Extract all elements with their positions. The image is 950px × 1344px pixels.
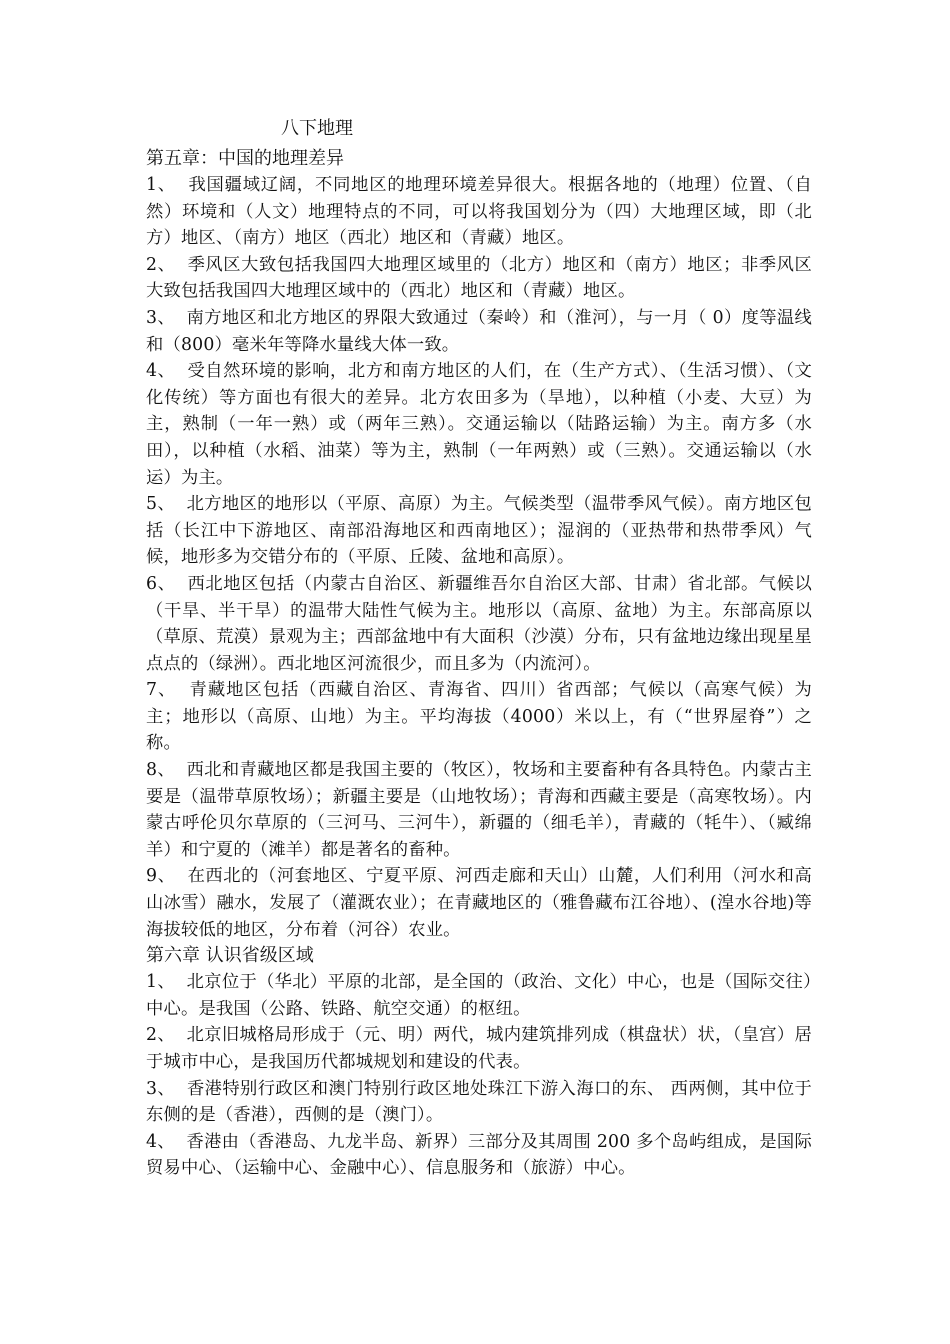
chapter-5-item-2 bbox=[146, 252, 812, 305]
item-number: 2、 bbox=[146, 1025, 175, 1046]
item-text: 北京位于（华北）平原的北部，是全国的（政治、文化）中心，也是（国际交往）中心。是我国（公路、铁路、航空交通）的枢纽。 bbox=[146, 972, 812, 1019]
item-number: 6、 bbox=[146, 573, 176, 594]
item-text: 南方地区和北方地区的界限大致通过（秦岭）和（淮河），与一月（ 0）度等温线和（800）毫米年等降水量线大体一致。 bbox=[146, 307, 812, 355]
chapter-6-item-3 bbox=[146, 1076, 812, 1129]
item-text: 北京旧城格局形成于（元、明）两代，城内建筑排列成（棋盘状）状，（皇宫）居于城市中心，是我国历代都城规划和建设的代表。 bbox=[146, 1025, 812, 1072]
chapter-6-item-1 bbox=[146, 969, 812, 1022]
item-text: 在西北的（河套地区、宁夏平原、河西走廊和天山）山麓，人们利用（河水和高山冰雪）融水，发展了（灌溉农业）；在青藏地区的（雅鲁藏布江谷地）、(湟水谷地)等海拔较低的地区，分布着（河谷）农业。 bbox=[146, 866, 812, 940]
item-text: 青藏地区包括（西藏自治区、青海省、四川）省西部；气候以（高寒气候）为主；地形以（高原、山地）为主。平均海拔（4000）米以上，有（“世界屋脊”）之称。 bbox=[146, 680, 812, 754]
item-number: 5、 bbox=[146, 494, 175, 515]
document-title: 八下地理 bbox=[281, 118, 353, 139]
item-number: 1、 bbox=[146, 972, 175, 993]
chapter-5-item-4 bbox=[146, 358, 812, 491]
item-text: 受自然环境的影响，北方和南方地区的人们，在（生产方式）、（生活习惯）、（文化传统）等方面也有很大的差异。北方农田多为（旱地），以种植（小麦、大豆）为主，熟制（一年一熟）或（两年三熟）。交通运输以（陆路运输）为主。南方多（水田），以种植（水稻、油菜）等为主，熟制（一年两熟）或（三熟）。交通运输以（水运）为主。 bbox=[146, 361, 813, 488]
item-number: 2、 bbox=[146, 254, 176, 275]
item-number: 4、 bbox=[146, 361, 176, 382]
chapter-5-item-5 bbox=[146, 491, 812, 571]
item-number: 3、 bbox=[146, 307, 175, 328]
chapter-5-item-8 bbox=[146, 757, 812, 863]
chapter-6-item-2 bbox=[146, 1022, 812, 1075]
item-text: 北方地区的地形以（平原、高原）为主。气候类型（温带季风气候）。南方地区包括（长江中下游地区、南部沿海地区和西南地区）；湿润的（亚热带和热带季风）气候，地形多为交错分布的（平原、丘陵、盆地和高原）。 bbox=[146, 494, 812, 568]
chapter-6-item-4 bbox=[146, 1129, 812, 1182]
item-number: 3、 bbox=[146, 1078, 176, 1099]
chapter-5-item-6 bbox=[146, 571, 812, 677]
chapter-5-item-9 bbox=[146, 863, 812, 943]
chapter-6-heading: 第六章 认识省级区域 bbox=[146, 945, 314, 967]
item-text: 香港由（香港岛、九龙半岛、新界）三部分及其周围 200 多个岛屿组成，是国际贸易中心、（运输中心、金融中心）、信息服务和（旅游）中心。 bbox=[146, 1131, 812, 1179]
item-text: 季风区大致包括我国四大地理区域里的（北方）地区和（南方）地区；非季风区大致包括我国四大地理区域中的（西北）地区和（青藏）地区。 bbox=[146, 254, 812, 302]
item-number: 7、 bbox=[146, 680, 177, 701]
item-number: 4、 bbox=[146, 1131, 175, 1152]
chapter-5-item-7 bbox=[146, 677, 812, 757]
item-number: 9、 bbox=[146, 866, 176, 887]
item-text: 西北地区包括（内蒙古自治区、新疆维吾尔自治区大部、甘肃）省北部。气候以（干旱、半干旱）的温带大陆性气候为主。地形以（高原、盆地）为主。东部高原以（草原、荒漠）景观为主；西部盆地中有大面积（沙漠）分布，只有盆地边缘出现星星点点的（绿洲）。西北地区河流很少，而且多为（内流河）。 bbox=[146, 573, 812, 674]
item-text: 香港特别行政区和澳门特别行政区地处珠江下游入海口的东、 西两侧，其中位于东侧的是（香港），西侧的是（澳门）。 bbox=[146, 1078, 812, 1126]
item-text: 我国疆域辽阔，不同地区的地理环境差异很大。根据各地的（地理）位置、（自然）环境和（人文）地理特点的不同，可以将我国划分为（四）大地理区域，即（北方）地区、（南方）地区（西北）地区和（青藏）地区。 bbox=[146, 175, 812, 249]
item-number: 8、 bbox=[146, 760, 175, 781]
item-text: 西北和青藏地区都是我国主要的（牧区），牧场和主要畜种有各具特色。内蒙古主要是（温带草原牧场）；新疆主要是（山地牧场）；青海和西藏主要是（高寒牧场）。内蒙古呼伦贝尔草原的（三河马、三河牛），新疆的（细毛羊），青藏的（牦牛）、（臧绵羊）和宁夏的（滩羊）都是著名的畜种。 bbox=[146, 760, 812, 860]
chapter-5-heading: 第五章：中国的地理差异 bbox=[146, 148, 344, 169]
chapter-5-item-1 bbox=[146, 172, 812, 252]
chapter-5-item-3 bbox=[146, 305, 812, 358]
document-page bbox=[146, 116, 812, 1182]
item-number: 1、 bbox=[146, 175, 176, 195]
